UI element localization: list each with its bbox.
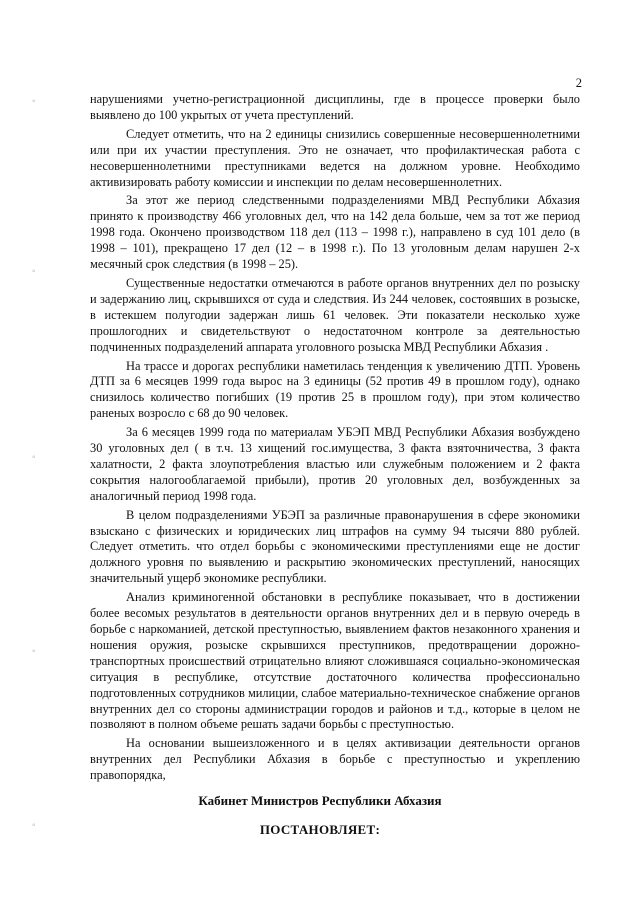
binder-mark-icon: ◦ <box>32 266 36 277</box>
binder-mark-icon: ◦ <box>32 646 36 657</box>
paragraph: нарушениями учетно-регистрационной дисциплины, где в процессе проверки было выявлено до 100 укрытых от учета преступлений. <box>90 92 580 122</box>
binder-mark-icon: ◦ <box>32 820 36 831</box>
cabinet-heading: Кабинет Министров Республики Абхазия <box>198 793 442 808</box>
paragraph: В целом подразделениями УБЭП за различные правонарушения в сфере экономики взыскано с физических и юридических лиц штрафов на сумму 94 тысячи 880 рублей. Следует отметить. что отдел борьбы с экономическими преступлениями еще не достиг должного уровня по выявлению и раскрытию экономических преступлений, наносящих значительный ущерб экономике республики. <box>90 507 580 586</box>
paragraph: Следует отметить, что на 2 единицы снизились совершенные несовершеннолетними или при их участии преступления. Это не означает, что профилактическая работа с несовершеннолетними преступниками ведется на должном уровне. Необходимо активизировать работу комиссии и инспекции по делам несовершеннолетних. <box>90 126 580 189</box>
paragraph: За этот же период следственными подразделениями МВД Республики Абхазия принято к производству 466 уголовных дел, что на 142 дела больше, чем за тот же период 1998 года. Окончено производством 118 дел (113 – 1998 г.), направлено в суд 101 дело (в 1998 – 101), прекращено 17 дел (12 – в 1998 г.). По 13 уголовным делам нарушен 2-х месячный срок следствия (в 1998 – 25). <box>90 193 580 272</box>
paragraph: За 6 месяцев 1999 года по материалам УБЭП МВД Республики Абхазия возбуждено 30 уголовных дел ( в т.ч. 13 хищений гос.имущества, 3 факта взяточничества, 3 факта халатности, 2 факта злоупотребления властью или служебным положением и 2 факта сокрытия налогооблагаемой прибыли), против 20 уголовных дел, возбужденных за аналогичный период 1998 года. <box>90 425 580 503</box>
binder-mark-icon: ◦ <box>32 452 36 463</box>
paragraph: Анализ криминогенной обстановки в республике показывает, что в достижении более весомых результатов в деятельности органов внутренних дел и в первую очередь в борьбе с наркоманией, детской преступностью, выявлением фактов незаконного хранения и ношения оружия, розыске скрывшихся преступников, предотвращении дорожно-транспортных происшествий отрицательно влияют сложившаяся социально-экономическая ситуация в республике, отсутствие достаточного количества профессионально подготовленных сотрудников милиции, слабое материально-техническое снабжение органов внутренних дел со стороны администрации городов и районов и т.д., которые в целом не позволяют в полном объеме решать задачи борьбы с преступностью. <box>90 590 580 732</box>
document-body <box>90 92 580 787</box>
paragraph: На трассе и дорогах республики наметилась тенденция к увеличению ДТП. Уровень ДТП за 6 месяцев 1999 года вырос на 3 единицы (52 против 49 в прошлом году), однако снизилось количество погибших (19 против 25 в прошлом году), при этом количество раненых возросло с 68 до 90 человек. <box>90 358 580 421</box>
paragraph: Существенные недостатки отмечаются в работе органов внутренних дел по розыску и задержанию лиц, скрывшихся от суда и следствия. Из 244 человек, состоявших в розыске, в истекшем полугодии задержан лишь 61 человек. Эти показатели несколько хуже прошлогодних и свидетельствуют о недостаточном контроле за деятельностью подчиненных подразделений аппарата уголовного розыска МВД Республики Абхазия . <box>90 275 580 354</box>
paragraph: На основании вышеизложенного и в целях активизации деятельности органов внутренних дел Республики Абхазия в борьбе с преступностью и укреплению правопорядка, <box>90 736 580 783</box>
page-number: 2 <box>575 76 582 90</box>
decree-heading: ПОСТАНОВЛЯЕТ: <box>259 822 381 837</box>
binder-mark-icon: ◦ <box>32 96 36 107</box>
